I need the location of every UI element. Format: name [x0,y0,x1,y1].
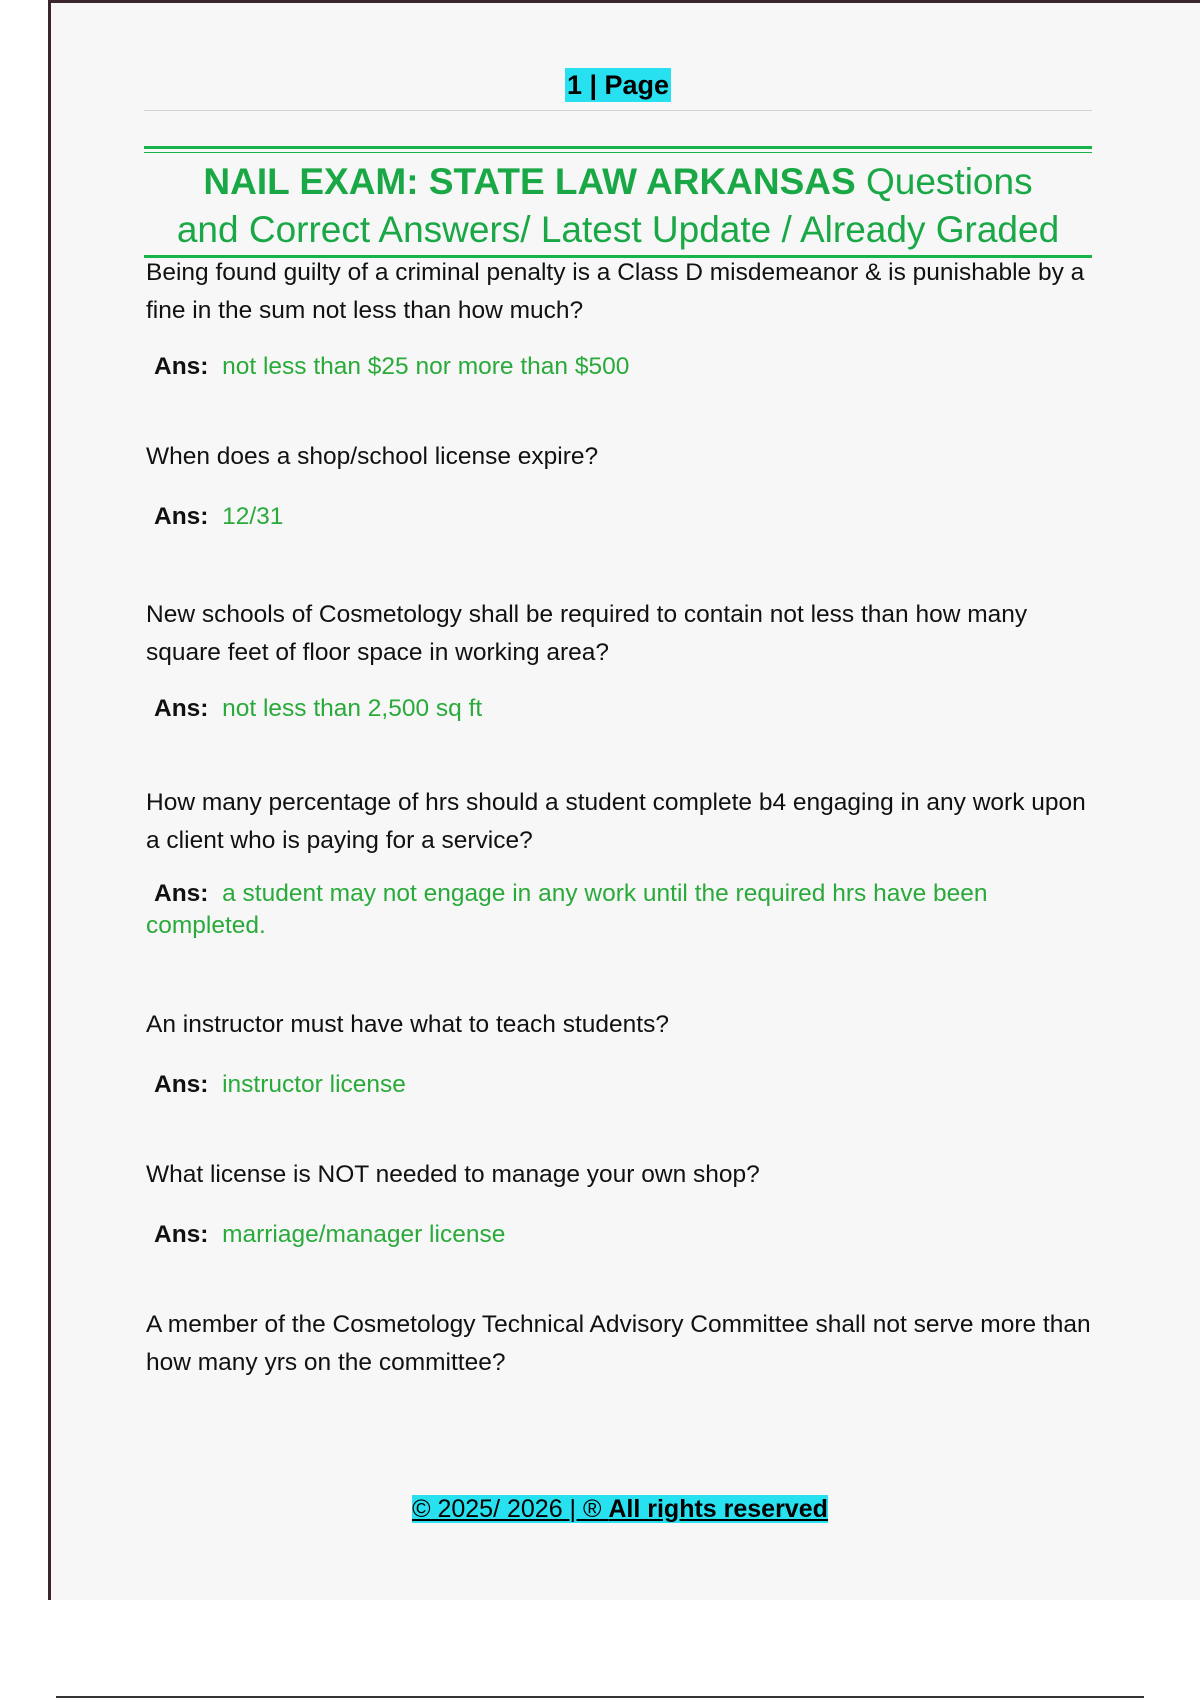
answer-text: instructor license [222,1071,406,1098]
question-6: What license is NOT needed to manage your own shop? [146,1161,760,1188]
bottom-divider [56,1696,1144,1698]
document-title [144,158,1092,254]
title-line2: and Correct Answers/ Latest Update / Already Graded [176,209,1060,250]
footer [0,1492,1200,1526]
title-rest-line1: Questions [855,161,1033,202]
page-header [144,68,1092,111]
answer-text: not less than 2,500 sq ft [222,695,483,722]
answer-text: a student may not engage in any work until the required hrs have been completed. [146,880,988,939]
answer-label: Ans: [154,1071,209,1098]
answer-label: Ans: [154,353,209,380]
copyright-text [412,1495,828,1523]
answer-label: Ans: [154,695,209,722]
question-4: How many percentage of hrs should a student complete b4 engaging in any work upon a client who is paying for a service? [146,789,1086,854]
question-1: Being found guilty of a criminal penalty is a Class D misdemeanor & is punishable by a fine in the sum not less than how much? [146,259,1085,324]
question-7: A member of the Cosmetology Technical Advisory Committee shall not serve more than how many yrs on the committee? [146,1311,1091,1376]
answer-4 [146,878,1096,942]
answer-label: Ans: [154,503,209,530]
answer-6 [146,1216,1096,1254]
answer-3 [146,690,1096,728]
question-3: New schools of Cosmetology shall be required to contain not less than how many square feet of floor space in working area? [146,601,1028,666]
answer-2 [146,498,1096,536]
question-5: An instructor must have what to teach students? [146,1011,669,1038]
title-bold: NAIL EXAM: STATE LAW ARKANSAS [203,161,856,202]
copyright-years: © 2025/ 2026 | ® [412,1495,609,1523]
answer-text: not less than $25 nor more than $500 [222,353,630,380]
rights-text: All rights reserved [608,1495,828,1523]
answer-text: 12/31 [222,503,284,530]
title-top-rule [144,146,1092,149]
answer-text: marriage/manager license [222,1221,506,1248]
qa-list [146,254,1096,1382]
page-number: 1 | Page [566,70,670,100]
title-top-rule-thin [144,152,1092,153]
answer-label: Ans: [154,880,209,907]
answer-label: Ans: [154,1221,209,1248]
answer-1 [146,348,1096,386]
answer-5 [146,1066,1096,1104]
question-2: When does a shop/school license expire? [146,443,599,470]
